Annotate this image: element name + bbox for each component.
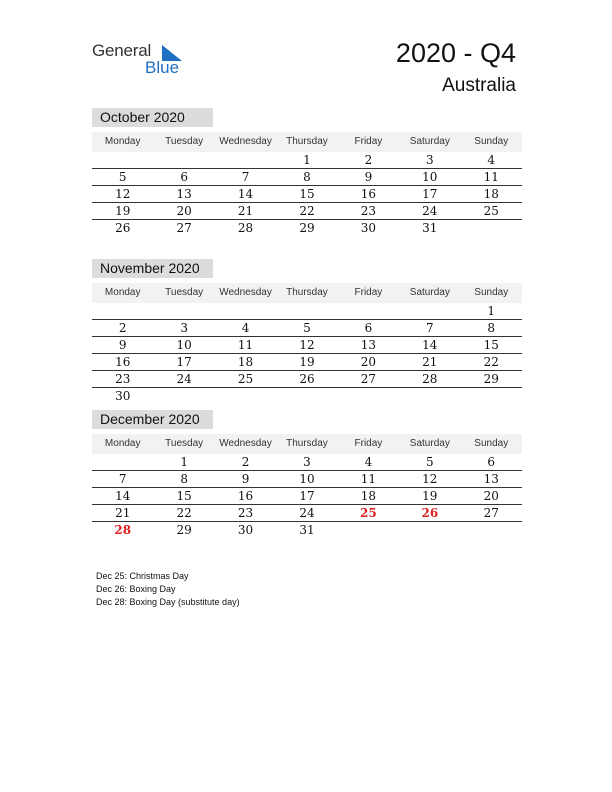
date-cell: 13 — [360, 338, 377, 352]
weekday-label: Saturday — [409, 287, 450, 298]
weekday-label: Sunday — [474, 438, 509, 449]
date-cell: 26 — [299, 372, 315, 386]
date-cell: 2 — [241, 455, 250, 469]
date-cell: 17 — [299, 489, 315, 503]
month-title: November 2020 — [92, 259, 213, 278]
logo-blue-text: Blue — [145, 58, 180, 77]
date-cell — [215, 152, 276, 168]
week-row — [92, 388, 522, 404]
weekday-label: Thursday — [286, 438, 328, 449]
holiday-note: Dec 28: Boxing Day (substitute day) — [96, 597, 240, 607]
date-cell: 12 — [299, 338, 315, 352]
country-label: Australia — [442, 75, 516, 96]
date-cell: 25 — [483, 204, 499, 218]
date-cell: 21 — [115, 506, 131, 520]
week-row — [92, 337, 522, 354]
date-cell: 19 — [115, 204, 131, 218]
date-cell: 30 — [360, 221, 377, 235]
date-cell — [153, 303, 214, 319]
date-cell: 10 — [422, 170, 438, 184]
date-cell: 23 — [115, 372, 131, 386]
date-cell: 18 — [360, 489, 377, 503]
date-cell: 31 — [299, 523, 315, 537]
date-cell: 4 — [241, 321, 250, 335]
date-cell: 19 — [299, 355, 315, 369]
date-cell: 22 — [299, 204, 315, 218]
date-cell: 15 — [299, 187, 315, 201]
week-row — [92, 303, 522, 320]
date-cell: 23 — [360, 204, 377, 218]
date-cell: 29 — [176, 523, 192, 537]
date-cell: 9 — [118, 338, 127, 352]
date-cell: 5 — [426, 455, 434, 469]
date-cell: 16 — [237, 489, 254, 503]
date-cell — [461, 220, 522, 236]
date-cell: 9 — [364, 170, 373, 184]
weekday-label: Wednesday — [219, 136, 272, 147]
holiday-date-cell: 26 — [421, 506, 439, 520]
date-cell: 13 — [483, 472, 499, 486]
date-cell: 18 — [483, 187, 499, 201]
date-cell: 14 — [422, 338, 438, 352]
date-cell: 17 — [176, 355, 192, 369]
date-cell: 1 — [303, 153, 311, 167]
date-cell: 22 — [483, 355, 499, 369]
date-cell — [461, 522, 522, 538]
date-cell: 4 — [487, 153, 496, 167]
date-cell: 15 — [176, 489, 192, 503]
date-cell: 1 — [487, 304, 496, 318]
weekday-header-row — [92, 283, 522, 303]
date-cell — [338, 522, 399, 538]
date-cell: 2 — [118, 321, 127, 335]
week-row — [92, 505, 522, 522]
date-cell: 27 — [360, 372, 377, 386]
week-row — [92, 203, 522, 220]
date-cell: 20 — [176, 204, 192, 218]
weekday-header-row — [92, 132, 522, 152]
date-cell: 4 — [364, 455, 373, 469]
date-cell: 6 — [364, 321, 373, 335]
week-row — [92, 354, 522, 371]
weekday-label: Thursday — [286, 287, 328, 298]
date-cell: 12 — [115, 187, 131, 201]
date-cell — [92, 303, 153, 319]
date-cell: 27 — [483, 506, 499, 520]
month-block — [92, 108, 522, 236]
weekday-label: Friday — [354, 438, 383, 449]
date-cell: 23 — [237, 506, 254, 520]
week-row — [92, 186, 522, 203]
date-cell: 18 — [237, 355, 254, 369]
date-cell: 8 — [487, 321, 496, 335]
date-cell: 14 — [115, 489, 131, 503]
date-cell — [153, 152, 214, 168]
weekday-label: Saturday — [409, 438, 450, 449]
date-cell: 19 — [422, 489, 438, 503]
weekday-label: Monday — [104, 136, 141, 147]
date-cell: 14 — [237, 187, 254, 201]
date-cell: 29 — [483, 372, 499, 386]
date-cell: 22 — [176, 506, 192, 520]
date-cell: 5 — [303, 321, 311, 335]
date-cell: 31 — [422, 221, 438, 235]
month-title: October 2020 — [92, 108, 213, 127]
date-cell: 11 — [237, 338, 254, 352]
date-cell: 21 — [422, 355, 438, 369]
date-cell: 12 — [422, 472, 438, 486]
date-cell — [153, 388, 214, 404]
week-row — [92, 471, 522, 488]
weekday-label: Sunday — [474, 287, 509, 298]
date-cell: 9 — [241, 472, 250, 486]
weekday-label: Monday — [104, 438, 141, 449]
week-row — [92, 454, 522, 471]
date-cell: 6 — [180, 170, 188, 184]
weekday-label: Tuesday — [165, 136, 204, 147]
month-title: December 2020 — [92, 410, 213, 429]
weekday-label: Wednesday — [219, 438, 272, 449]
date-cell: 16 — [360, 187, 377, 201]
weekday-label: Saturday — [409, 136, 450, 147]
date-cell: 2 — [364, 153, 373, 167]
generalblue-logo — [92, 41, 192, 77]
week-row — [92, 488, 522, 505]
date-cell: 24 — [299, 506, 315, 520]
date-cell: 5 — [118, 170, 127, 184]
date-cell: 1 — [180, 455, 188, 469]
month-block — [92, 410, 522, 538]
date-cell: 30 — [115, 389, 131, 403]
date-cell: 16 — [115, 355, 131, 369]
date-cell: 28 — [422, 372, 438, 386]
date-cell: 11 — [360, 472, 377, 486]
weekday-label: Thursday — [286, 136, 328, 147]
weekday-label: Tuesday — [165, 438, 204, 449]
date-cell: 7 — [241, 170, 250, 184]
date-cell: 7 — [118, 472, 127, 486]
date-cell — [399, 522, 460, 538]
date-cell: 15 — [483, 338, 499, 352]
date-cell: 29 — [299, 221, 315, 235]
date-cell: 24 — [176, 372, 192, 386]
date-cell: 6 — [487, 455, 496, 469]
date-cell: 20 — [483, 489, 499, 503]
date-cell: 10 — [176, 338, 192, 352]
weekday-header-row — [92, 434, 522, 454]
date-cell: 8 — [303, 170, 311, 184]
date-cell: 28 — [237, 221, 254, 235]
date-cell: 27 — [176, 221, 192, 235]
page-title: 2020 - Q4 — [395, 38, 516, 68]
date-cell: 3 — [426, 153, 434, 167]
date-cell: 17 — [422, 187, 438, 201]
date-cell — [399, 303, 460, 319]
date-cell: 3 — [180, 321, 188, 335]
week-row — [92, 220, 522, 236]
month-block — [92, 259, 522, 404]
date-cell — [276, 388, 337, 404]
date-cell — [215, 303, 276, 319]
weekday-label: Friday — [354, 136, 383, 147]
date-cell — [461, 388, 522, 404]
date-cell: 30 — [237, 523, 254, 537]
holiday-date-cell: 25 — [360, 506, 377, 520]
date-cell — [338, 303, 399, 319]
date-cell: 3 — [303, 455, 311, 469]
week-row — [92, 371, 522, 388]
date-cell: 26 — [115, 221, 131, 235]
date-cell: 21 — [237, 204, 254, 218]
date-cell — [92, 152, 153, 168]
weekday-label: Monday — [104, 287, 141, 298]
date-cell: 25 — [237, 372, 254, 386]
holiday-date-cell: 28 — [114, 523, 132, 537]
date-cell: 10 — [299, 472, 315, 486]
weekday-label: Friday — [354, 287, 383, 298]
holiday-notes — [96, 570, 240, 609]
date-cell — [92, 454, 153, 470]
date-cell: 7 — [426, 321, 434, 335]
weekday-label: Wednesday — [219, 287, 272, 298]
date-cell: 8 — [180, 472, 188, 486]
weekday-label: Sunday — [474, 136, 509, 147]
logo-general-text: General — [92, 41, 152, 60]
week-row — [92, 522, 522, 538]
holiday-note: Dec 26: Boxing Day — [96, 584, 176, 594]
date-cell: 11 — [483, 170, 499, 184]
holiday-note: Dec 25: Christmas Day — [96, 571, 189, 581]
date-cell: 13 — [176, 187, 192, 201]
date-cell: 24 — [422, 204, 438, 218]
date-cell: 20 — [360, 355, 377, 369]
week-row — [92, 320, 522, 337]
week-row — [92, 152, 522, 169]
date-cell — [215, 388, 276, 404]
date-cell — [338, 388, 399, 404]
week-row — [92, 169, 522, 186]
date-cell — [399, 388, 460, 404]
date-cell — [276, 303, 337, 319]
weekday-label: Tuesday — [165, 287, 204, 298]
